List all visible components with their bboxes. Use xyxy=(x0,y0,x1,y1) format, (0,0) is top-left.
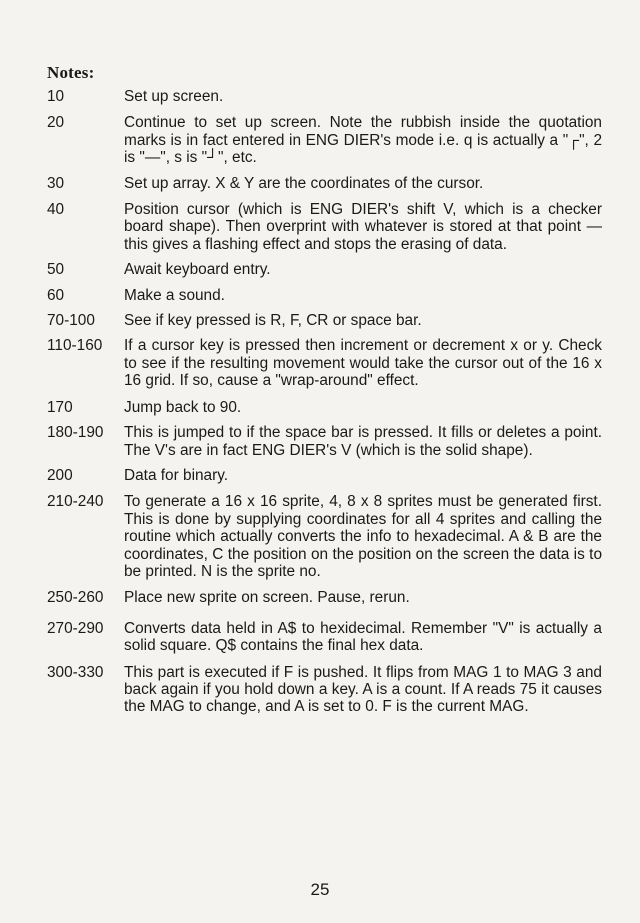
note-text: Converts data held in A$ to hexidecimal. Remember "V" is actually a solid square. Q$ contains the final hex data. xyxy=(124,619,602,655)
note-text: Make a sound. xyxy=(124,286,225,304)
note-line-number: 270-290 xyxy=(47,619,104,637)
note-text: Jump back to 90. xyxy=(124,398,242,416)
note-text: See if key pressed is R, F, CR or space bar. xyxy=(124,312,422,330)
note-line-number: 170 xyxy=(47,398,73,416)
note-row xyxy=(47,620,602,655)
note-line-number: 40 xyxy=(47,201,65,219)
note-row xyxy=(47,312,602,329)
note-line-number: 30 xyxy=(47,174,65,192)
note-row xyxy=(47,261,602,278)
note-text: Set up screen. xyxy=(124,88,224,105)
note-line-number: 70-100 xyxy=(47,312,95,330)
note-row xyxy=(47,493,602,580)
note-row xyxy=(47,201,602,253)
note-row xyxy=(47,287,602,304)
note-line-number: 20 xyxy=(47,114,65,132)
note-text: This is jumped to if the space bar is pressed. It fills or deletes a point. The V's are in fact ENG DIER's V (which is the solid shape). xyxy=(124,424,602,459)
note-row xyxy=(47,114,602,166)
note-text: Set up array. X & Y are the coordinates of the cursor. xyxy=(124,174,484,192)
note-row xyxy=(47,175,602,192)
notes-list xyxy=(47,88,602,716)
note-text: Position cursor (which is ENG DIER's shift V, which is a checker board shape). Then overprint with whatever is stored at that point — this gives a flashing effect and stops the erasing of data. xyxy=(124,201,602,253)
page-number: 25 xyxy=(310,880,330,899)
note-line-number: 110-160 xyxy=(47,337,103,355)
notes-heading: Notes: xyxy=(47,63,95,82)
note-text: Await keyboard entry. xyxy=(124,261,271,279)
note-line-number: 50 xyxy=(47,261,65,279)
note-row xyxy=(47,589,602,606)
note-text: Place new sprite on screen. Pause, rerun. xyxy=(124,589,410,607)
note-text: Data for binary. xyxy=(124,466,229,484)
note-row xyxy=(47,337,602,389)
note-text: This part is executed if F is pushed. It flips from MAG 1 to MAG 3 and back again if you hold down a key. A is a count. If A reads 75 it causes the MAG to change, and A is set to 0. F is the current MAG. xyxy=(124,663,602,716)
note-row xyxy=(47,664,602,716)
note-line-number: 60 xyxy=(47,286,65,304)
note-row xyxy=(47,467,602,484)
note-text: If a cursor key is pressed then increment or decrement x or y. Check to see if the resulting movement would take the cursor out of the 16 x 16 grid. If so, cause a "wrap-around" effect. xyxy=(124,337,602,390)
note-line-number: 250-260 xyxy=(47,589,104,607)
note-line-number: 10 xyxy=(47,88,65,105)
note-line-number: 200 xyxy=(47,466,73,484)
note-row xyxy=(47,88,602,105)
note-row xyxy=(47,399,602,416)
note-line-number: 210-240 xyxy=(47,493,104,511)
note-line-number: 300-330 xyxy=(47,663,104,681)
note-line-number: 180-190 xyxy=(47,424,104,442)
note-row xyxy=(47,424,602,459)
note-text: To generate a 16 x 16 sprite, 4, 8 x 8 sprites must be generated first. This is done by supplying coordinates for all 4 sprites and calling the routine which actually converts the info to hexadecimal. A & B are the coordinates, C the position on the position on the screen the data is to be printed. N is the sprite no. xyxy=(124,493,602,580)
note-text: Continue to set up screen. Note the rubbish inside the quotation marks is in fact entered in ENG DIER's mode i.e. q is actually a "┌", 2 is "—", s is "┘", etc. xyxy=(124,114,602,167)
